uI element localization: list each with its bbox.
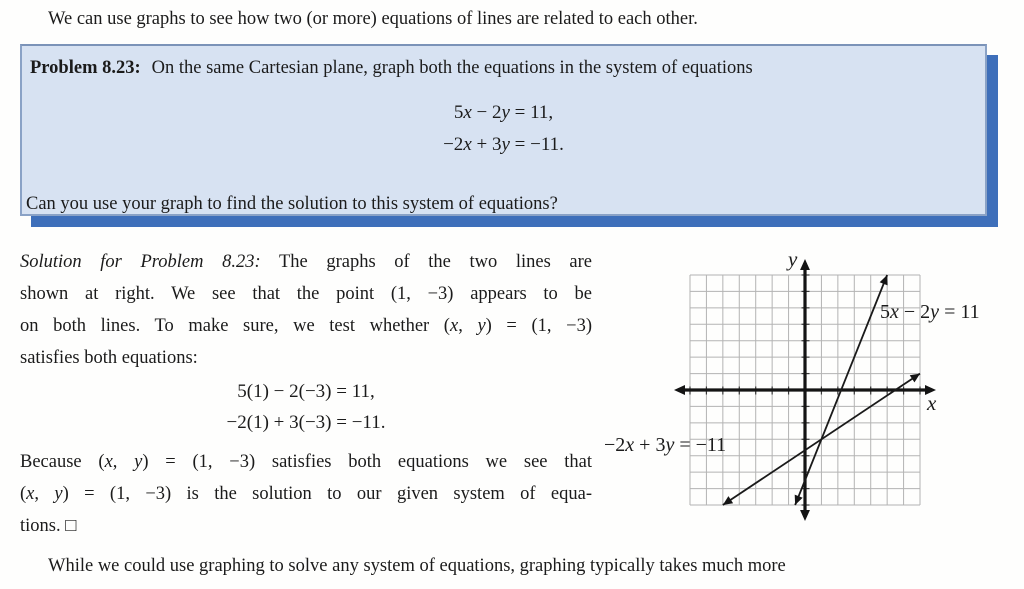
y-axis-label: y [788, 247, 798, 271]
system-equation-1: 5x − 2y = 11, [453, 102, 554, 123]
closing-paragraph: While we could use graphing to solve any system of equations, graphing typically takes much more [48, 556, 786, 576]
system-equation-2: −2x + 3y = −11. [443, 134, 564, 155]
intro-paragraph: We can use graphs to see how two (or more) equations of lines are related to each other. [48, 9, 698, 29]
problem-prompt-text: On the same Cartesian plane, graph both the equations in the system of equations [151, 58, 753, 78]
cartesian-graph-figure [604, 247, 1018, 540]
line2-equation-label: −2x + 3y = −11 [604, 434, 727, 456]
solution-line-7: tions. □ [20, 516, 77, 536]
solution-line-6: (x, y) = (1, −3) is the solution to our given system of equa- [20, 484, 593, 504]
solution-line-5: Because (x, y) = (1, −3) satisfies both equations we see that [20, 452, 593, 472]
problem-prompt [30, 58, 979, 79]
problem-question: Can you use your graph to find the solution to this system of equations? [26, 194, 558, 214]
solution-lead: Solution for Problem 8.23: [20, 252, 261, 272]
cartesian-graph [608, 248, 1018, 540]
solution-line-1 [20, 252, 592, 284]
solution-line-3: on both lines. To make sure, we test whether (x, y) = (1, −3) [20, 316, 592, 336]
problem-number-label: Problem 8.23: [30, 58, 141, 78]
solution-line-1-text: The graphs of the two lines are [278, 252, 592, 272]
x-axis-label: x [927, 391, 937, 415]
problem-box [20, 44, 987, 216]
line1-equation-label: 5x − 2y = 11 [880, 301, 980, 323]
check-equation-2: −2(1) + 3(−3) = −11. [226, 412, 386, 433]
solution-line-4: satisfies both equations: [20, 348, 198, 368]
solution-line-2: shown at right. We see that the point (1, −3) appears to be [20, 284, 592, 304]
check-equation-1: 5(1) − 2(−3) = 11, [237, 381, 375, 402]
